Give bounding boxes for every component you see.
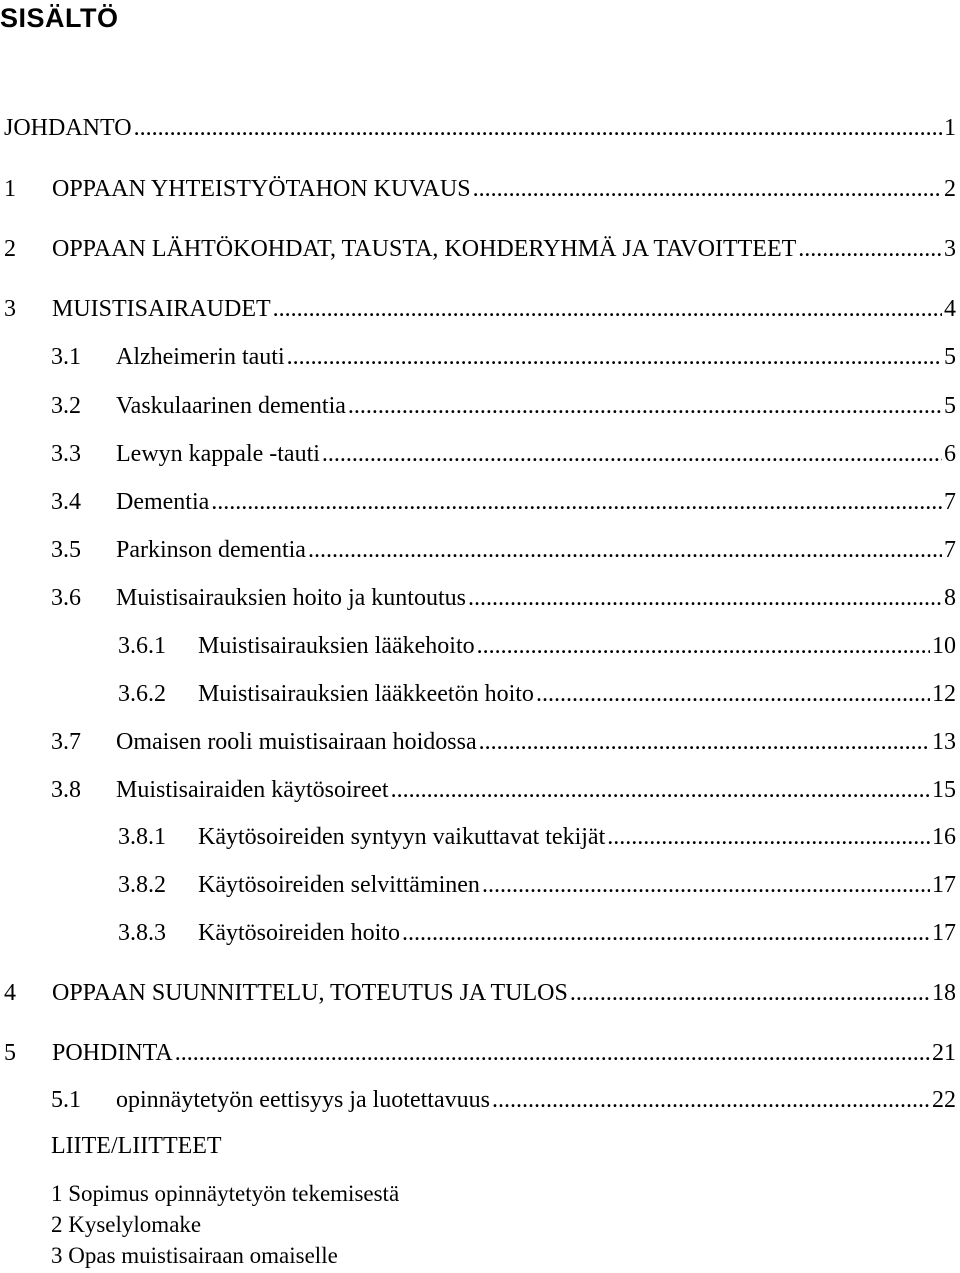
toc-entry-label: Käytösoireiden syntyyn vaikuttavat tekijät (198, 824, 606, 850)
toc-leader-dots (479, 727, 930, 757)
toc-entry-label: OPPAAN LÄHTÖKOHDAT, TAUSTA, KOHDERYHMÄ JA TAVOITTEET (52, 236, 797, 262)
toc-leader-dots (536, 679, 930, 709)
toc-entry-number: 2 (4, 236, 16, 262)
toc-entry-label: Muistisairaiden käytösoireet (116, 777, 389, 803)
toc-entry-number: 3.8.3 (118, 920, 166, 946)
toc-entry-number: 4 (4, 980, 16, 1006)
toc-entry-3-8-2[interactable] (118, 870, 956, 900)
toc-entry-page: 13 (932, 729, 956, 755)
toc-entry-label: POHDINTA (52, 1040, 173, 1066)
toc-entry-page: 6 (944, 441, 956, 467)
toc-entry-label: Parkinson dementia (116, 537, 306, 563)
toc-entry-page: 10 (932, 633, 956, 659)
toc-leader-dots (482, 870, 930, 900)
toc-leader-dots (348, 391, 942, 421)
toc-entry-number: 3.6 (51, 585, 81, 611)
toc-entry-number: 3.3 (51, 441, 81, 467)
toc-leader-dots (402, 918, 930, 948)
toc-entry-page: 2 (944, 176, 956, 202)
toc-entry-johdanto[interactable] (4, 113, 956, 143)
toc-leader-dots (468, 583, 942, 613)
toc-entry-number: 5 (4, 1040, 16, 1066)
toc-entry-number: 3.8.1 (118, 824, 166, 850)
toc-entry-3-8-3[interactable] (118, 918, 956, 948)
toc-leader-dots (134, 113, 942, 143)
toc-entry-3-8-1[interactable] (118, 822, 956, 852)
toc-entry-page: 16 (932, 824, 956, 850)
toc-entry-page: 3 (944, 236, 956, 262)
toc-entry-3-5[interactable] (51, 535, 956, 565)
toc-leader-dots (322, 439, 942, 469)
toc-entry-page: 18 (932, 980, 956, 1006)
toc-entry-4[interactable] (4, 978, 956, 1008)
toc-entry-label: opinnäytetyön eettisyys ja luotettavuus (116, 1087, 490, 1113)
toc-entry-page: 22 (932, 1087, 956, 1113)
toc-entry-3-7[interactable] (51, 727, 956, 757)
toc-entry-5-1[interactable] (51, 1085, 956, 1115)
toc-entry-number: 5.1 (51, 1087, 81, 1113)
toc-entry-page: 7 (944, 489, 956, 515)
toc-entry-label: Muistisairauksien hoito ja kuntoutus (116, 585, 466, 611)
toc-entry-label: Omaisen rooli muistisairaan hoidossa (116, 729, 477, 755)
page-title: SISÄLTÖ (0, 3, 119, 33)
toc-entry-page: 8 (944, 585, 956, 611)
toc-leader-dots (607, 822, 930, 852)
toc-entry-label: Dementia (116, 489, 210, 515)
toc-leader-dots (473, 174, 942, 204)
appendix-item[interactable]: 3 Opas muistisairaan omaiselle (51, 1243, 338, 1268)
toc-entry-number: 3 (4, 296, 16, 322)
toc-entry-number: 1 (4, 176, 16, 202)
toc-entry-number: 3.8.2 (118, 872, 166, 898)
toc-leader-dots (477, 631, 930, 661)
toc-entry-3-6-2[interactable] (118, 679, 956, 709)
toc-leader-dots (798, 234, 942, 264)
toc-entry-3-3[interactable] (51, 439, 956, 469)
toc-entry-number: 3.8 (51, 777, 81, 803)
toc-entry-label: OPPAAN SUUNNITTELU, TOTEUTUS JA TULOS (52, 980, 568, 1006)
toc-entry-page: 17 (932, 920, 956, 946)
toc-entry-2[interactable] (4, 234, 956, 264)
toc-entry-number: 3.7 (51, 729, 81, 755)
toc-entry-3-1[interactable] (51, 342, 956, 372)
toc-entry-label: Muistisairauksien lääkkeetön hoito (198, 681, 534, 707)
toc-entry-page: 15 (932, 777, 956, 803)
toc-entry-page: 1 (944, 115, 956, 141)
appendix-item[interactable]: 1 Sopimus opinnäytetyön tekemisestä (51, 1181, 400, 1206)
toc-leader-dots (273, 294, 942, 324)
toc-entry-3-4[interactable] (51, 487, 956, 517)
toc-leader-dots (287, 342, 942, 372)
toc-entry-label: Käytösoireiden hoito (198, 920, 400, 946)
toc-entry-number: 3.5 (51, 537, 81, 563)
toc-entry-3[interactable] (4, 294, 956, 324)
toc-leader-dots (308, 535, 942, 565)
toc-entry-number: 3.6.1 (118, 633, 166, 659)
toc-entry-3-8[interactable] (51, 775, 956, 805)
toc-entry-label: Lewyn kappale -tauti (116, 441, 320, 467)
toc-entry-3-2[interactable] (51, 391, 956, 421)
toc-entry-page: 5 (944, 344, 956, 370)
toc-entry-1[interactable] (4, 174, 956, 204)
toc-leader-dots (391, 775, 930, 805)
toc-entry-label: Alzheimerin tauti (116, 344, 285, 370)
toc-entry-number: 3.1 (51, 344, 81, 370)
toc-entry-label: Käytösoireiden selvittäminen (198, 872, 480, 898)
toc-leader-dots (492, 1085, 930, 1115)
appendix-heading: LIITE/LIITTEET (51, 1133, 222, 1159)
toc-entry-page: 17 (932, 872, 956, 898)
toc-entry-page: 21 (932, 1040, 956, 1066)
toc-entry-page: 5 (944, 393, 956, 419)
toc-entry-page: 7 (944, 537, 956, 563)
toc-entry-label: Vaskulaarinen dementia (116, 393, 346, 419)
toc-entry-label: MUISTISAIRAUDET (52, 296, 271, 322)
toc-entry-number: 3.6.2 (118, 681, 166, 707)
toc-entry-3-6-1[interactable] (118, 631, 956, 661)
appendix-item[interactable]: 2 Kyselylomake (51, 1212, 202, 1237)
toc-leader-dots (570, 978, 930, 1008)
toc-leader-dots (211, 487, 942, 517)
toc-entry-page: 12 (932, 681, 956, 707)
toc-entry-3-6[interactable] (51, 583, 956, 613)
toc-entry-label: Muistisairauksien lääkehoito (198, 633, 475, 659)
toc-entry-number: 3.2 (51, 393, 81, 419)
toc-entry-label: JOHDANTO (4, 115, 132, 141)
toc-entry-5[interactable] (4, 1038, 956, 1068)
toc-leader-dots (175, 1038, 930, 1068)
toc-entry-page: 4 (944, 296, 956, 322)
toc-entry-label: OPPAAN YHTEISTYÖTAHON KUVAUS (52, 176, 471, 202)
toc-entry-number: 3.4 (51, 489, 81, 515)
